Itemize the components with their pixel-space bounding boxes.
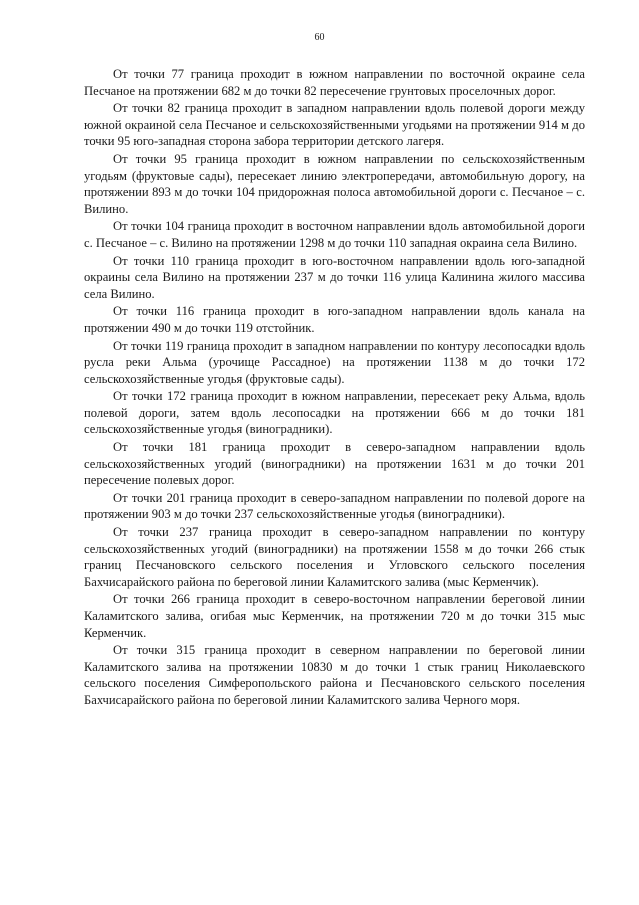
paragraph-5: От точки 110 граница проходит в юго-восточном направлении вдоль юго-западной окраины села Вилино на протяжении 237 м до точки 116 улица Калинина жилого массива села Вилино. (84, 253, 585, 301)
paragraph-2: От точки 82 граница проходит в западном направлении вдоль полевой дороги между южной окраиной села Песчаное и сельскохозяйственными угодьями на протяжении 914 м до точки 95 юго-западная сторона забора территории детского лагеря. (84, 101, 585, 149)
paragraph-10: От точки 201 граница проходит в северо-западном направлении по полевой дороге на протяжении 903 м до точки 237 сельскохозяйственные угодья (виноградники). (84, 490, 585, 522)
page-number: 60 (314, 32, 325, 43)
paragraph-4: От точки 104 граница проходит в восточном направлении вдоль автомобильной дороги с. Песчаное – с. Вилино на протяжении 1298 м до точки 110 западная окраина села Вилино. (84, 219, 585, 250)
paragraph-12: От точки 266 граница проходит в северо-восточном направлении береговой линии Каламитского залива, огибая мыс Керменчик, на протяжении 720 м до точки 315 мыс Керменчик. (84, 592, 585, 640)
paragraph-11: От точки 237 граница проходит в северо-западном направлении по контуру сельскохозяйственных угодий (виноградники) на протяжении 1558 м до точки 266 стык границ Песчановского сельского поселения и Угловского сельского поселения Бахчисарайского района по береговой линии Каламитского залива (мыс Керменчик). (84, 525, 585, 589)
paragraph-13: От точки 315 граница проходит в северном направлении по береговой линии Каламитского залива на протяжении 10830 м до точки 1 стык границ Николаевского сельского поселения Симферопольского района и Песчановского сельского поселения Бахчисарайского района по береговой линии Каламитского залива Черного моря. (84, 643, 585, 707)
paragraph-8: От точки 172 граница проходит в южном направлении, пересекает реку Альма, вдоль полевой дороги, затем вдоль лесопосадки на протяжении 666 м до точки 181 сельскохозяйственные угодья (виноградники). (84, 389, 585, 437)
paragraph-3: От точки 95 граница проходит в южном направлении по сельскохозяйственным угодьям (фруктовые сады), пересекает линию электропередачи, автомобильную дорогу, на протяжении 893 м до точки 104 придорожная полоса автомобильной дороги с. Песчаное – с. Вилино. (84, 151, 585, 216)
paragraph-7: От точки 119 граница проходит в западном направлении по контуру лесопосадки вдоль русла реки Альма (урочище Рассадное) на протяжении 1138 м до точки 172 сельскохозяйственные угодья (фруктовые сады). (84, 338, 585, 386)
paragraph-9: От точки 181 граница проходит в северо-западном направлении вдоль сельскохозяйственных угодий (виноградники) на протяжении 1631 м до точки 201 пересечение полевых дорог. (84, 440, 585, 488)
paragraph-6: От точки 116 граница проходит в юго-западном направлении вдоль канала на протяжении 490 м до точки 119 отстойник. (84, 304, 585, 335)
body-text (84, 66, 585, 710)
paragraph-1: От точки 77 граница проходит в южном направлении по восточной окраине села Песчаное на протяжении 682 м до точки 82 пересечение грунтовых проселочных дорог. (84, 67, 585, 98)
